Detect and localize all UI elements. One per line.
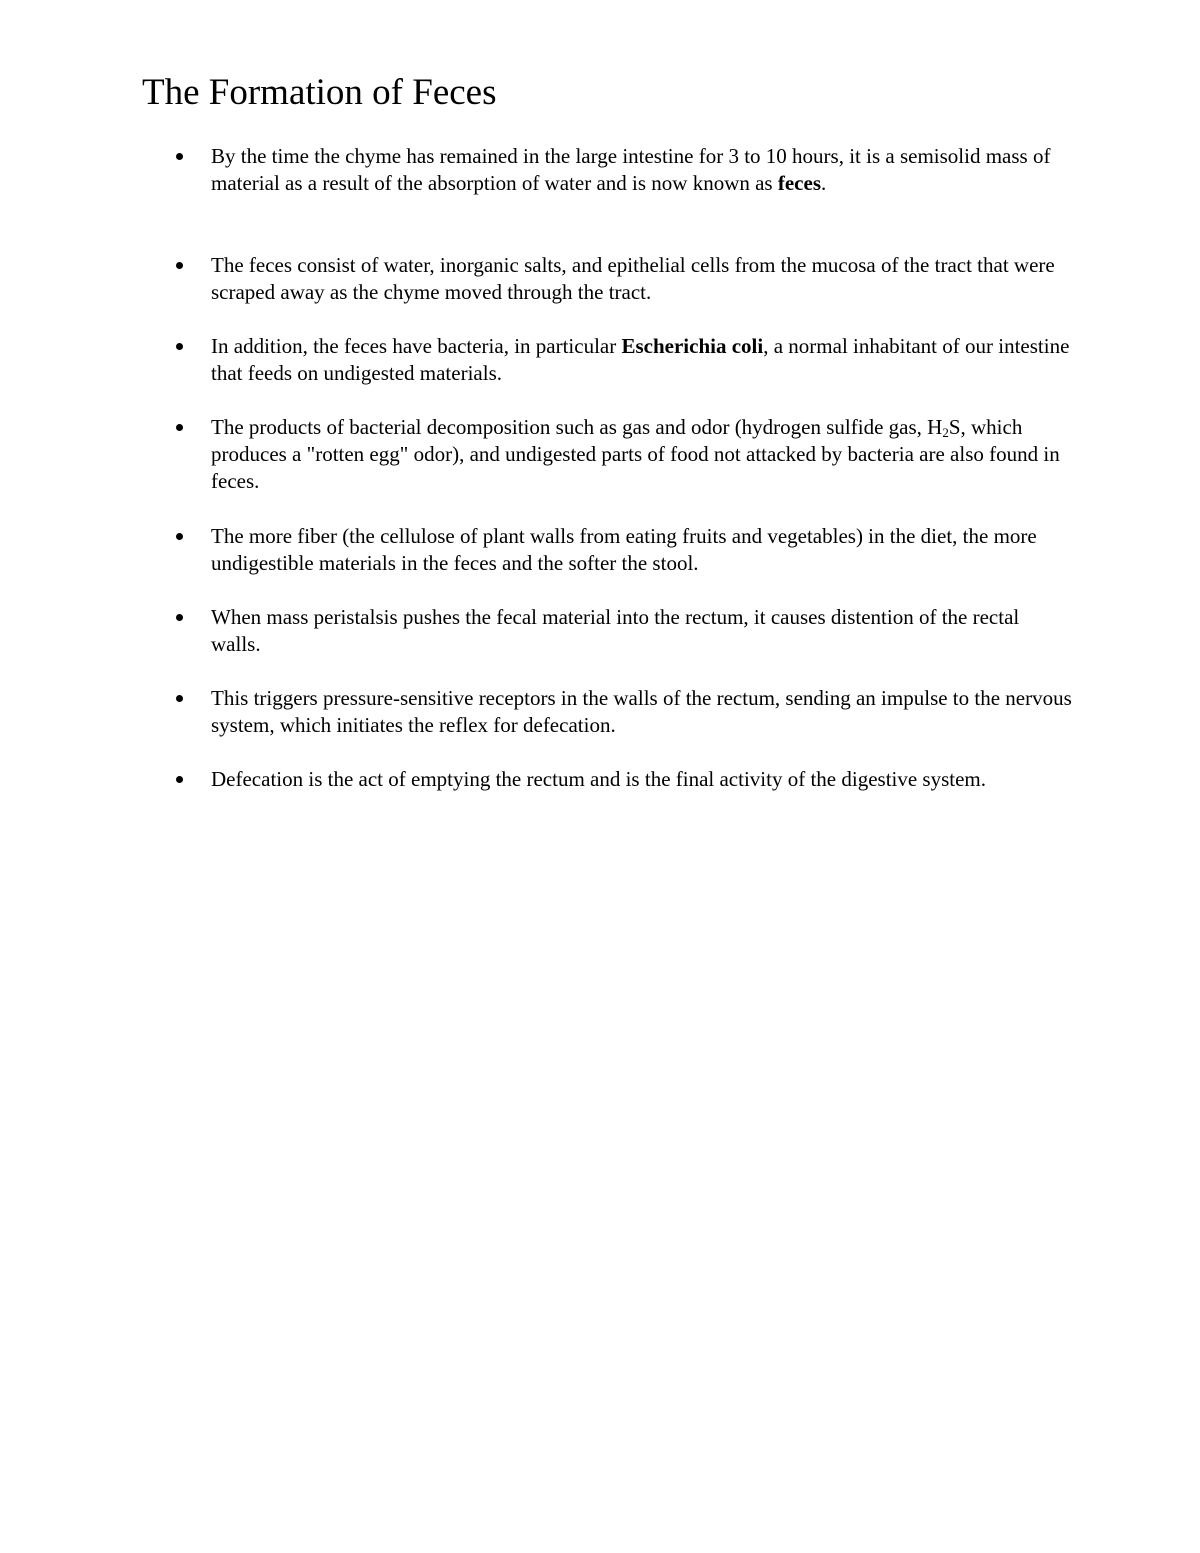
list-item	[172, 333, 1072, 387]
bullet-text: In addition, the feces have bacteria, in particular Escherichia coli, a normal inhabitant of our intestine that feeds on undigested materials.	[211, 334, 1070, 385]
bullet-icon	[176, 776, 183, 783]
list-item	[172, 523, 1072, 577]
bullet-text: The feces consist of water, inorganic salts, and epithelial cells from the mucosa of the tract that were scraped away as the chyme moved through the tract.	[211, 253, 1055, 304]
list-item	[172, 252, 1072, 306]
bold-term: feces	[777, 171, 821, 195]
bullet-icon	[176, 343, 183, 350]
bullet-text: When mass peristalsis pushes the fecal material into the rectum, it causes distention of the rectal walls.	[211, 605, 1020, 656]
bullet-icon	[176, 533, 183, 540]
list-item	[172, 604, 1072, 658]
bullet-text: Defecation is the act of emptying the rectum and is the final activity of the digestive system.	[211, 767, 987, 791]
bullet-icon	[176, 153, 183, 160]
bullet-icon	[176, 695, 183, 702]
bullet-text: The products of bacterial decomposition such as gas and odor (hydrogen sulfide gas, $H_2S$, which produces a "rotten egg" odor), and undigested parts of food not attacked by bacteria are also found in feces.	[211, 415, 1060, 493]
subscript: 2	[942, 425, 949, 440]
bullet-text: The more fiber (the cellulose of plant walls from eating fruits and vegetables) in the diet, the more undigestible materials in the feces and the softer the stool.	[211, 524, 1037, 575]
bullet-text: By the time the chyme has remained in the large intestine for 3 to 10 hours, it is a semisolid mass of material as a result of the absorption of water and is now known as feces.	[211, 144, 1051, 195]
bold-term: Escherichia coli	[621, 334, 764, 358]
list-item	[172, 766, 1072, 793]
bullet-icon	[176, 262, 183, 269]
list-item	[172, 143, 1072, 197]
bullet-icon	[176, 424, 183, 431]
bullet-text: This triggers pressure-sensitive receptors in the walls of the rectum, sending an impulse to the nervous system, which initiates the reflex for defecation.	[211, 686, 1072, 737]
bullet-icon	[176, 614, 183, 621]
list-item	[172, 414, 1072, 495]
page-title: The Formation of Feces	[142, 72, 497, 113]
list-item	[172, 685, 1072, 739]
